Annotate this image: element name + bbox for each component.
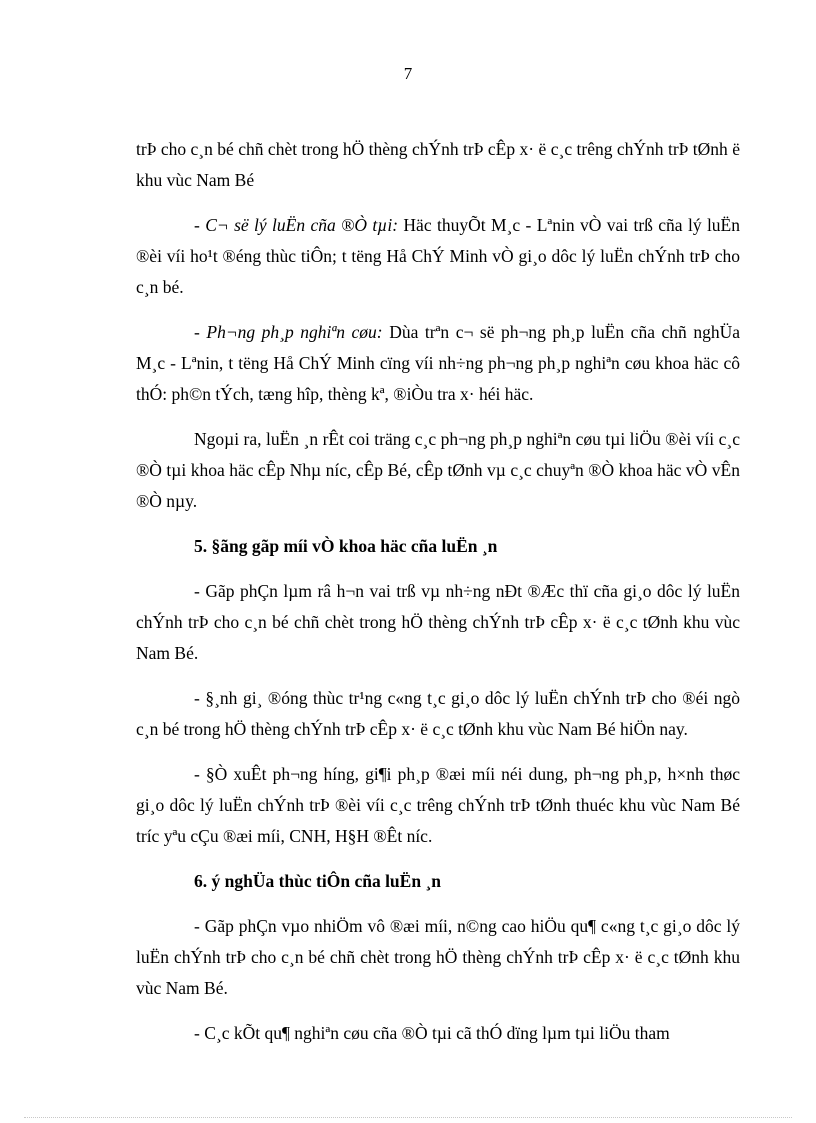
paragraph-text: trÞ cho c¸n bé chñ chèt trong hÖ thèng chÝnh trÞ cÊp x· ë c¸c trêng chÝnh trÞ tØnh ë khu vùc Nam Bé <box>136 139 740 190</box>
paragraph-lead-italic: - Ph¬ng ph¸p nghiªn cøu: <box>194 322 383 342</box>
paragraph-text: - Gãp phÇn vµo nhiÖm vô ®æi míi, n©ng cao hiÖu qu¶ c«ng t¸c gi¸o dôc lý luËn chÝnh trÞ cho c¸n bé chñ chèt trong hÖ thèng chÝnh trÞ cÊp x· ë c¸c tØnh khu vùc Nam Bé. <box>136 916 740 998</box>
paragraph-contribution-3 <box>136 759 740 852</box>
page-number: 7 <box>403 64 413 83</box>
section-heading-new-contributions: 5. §ãng gãp míi vÒ khoa häc cña luËn ¸n <box>194 536 498 556</box>
paragraph-text: Ngoµi ra, luËn ¸n rÊt coi träng c¸c ph¬ng ph¸p nghiªn cøu tµi liÖu ®èi víi c¸c ®Ò tµi khoa häc cÊp Nhµ níc, cÊp Bé, cÊp tØnh vµ c¸c chuyªn ®Ò khoa häc vÒ vÊn ®Ò nµy. <box>136 429 740 511</box>
paragraph-text: - Gãp phÇn lµm râ h¬n vai trß vµ nh÷ng nÐt ®Æc thï cña gi¸o dôc lý luËn chÝnh trÞ cho c¸n bé chñ chèt trong hÖ thèng chÝnh trÞ cÊp x· ë c¸c tØnh khu vùc Nam Bé. <box>136 581 740 663</box>
paragraph-contribution-2 <box>136 683 740 745</box>
paragraph-contribution-1 <box>136 576 740 669</box>
section-heading-practical-significance: 6. ý nghÜa thùc tiÔn cña luËn ¸n <box>194 871 442 891</box>
paragraph-continuation <box>136 134 740 196</box>
paragraph-additional-methods <box>136 424 740 517</box>
paragraph-text: - §Ò xuÊt ph¬ng híng, gi¶i ph¸p ®æi míi néi dung, ph¬ng ph¸p, h×nh thøc gi¸o dôc lý luËn chÝnh trÞ ®èi víi c¸c trêng chÝnh trÞ tØnh thuéc khu vùc Nam Bé tríc yªu cÇu ®æi míi, CNH, H§H ®Êt níc. <box>136 764 740 846</box>
paragraph-lead-italic: - C¬ së lý luËn cña ®Ò tµi: <box>194 215 399 235</box>
paragraph-text: Dùa trªn c¬ së ph¬ng ph¸p luËn cña chñ nghÜa M¸c - Lªnin, t tëng Hå ChÝ Minh cïng víi nh÷ng ph¬ng ph¸p nghiªn cøu khoa häc cô thÓ: ph©n tÝch, tæng hîp, thèng kª, ®iÒu tra x· héi häc. <box>136 322 740 404</box>
paragraph-significance-2 <box>136 1018 740 1049</box>
paragraph-theoretical-basis <box>136 210 740 303</box>
paragraph-text: - §¸nh gi¸ ®óng thùc tr¹ng c«ng t¸c gi¸o dôc lý luËn chÝnh trÞ cho ®éi ngò c¸n bé trong hÖ thèng chÝnh trÞ cÊp x· ë c¸c tØnh khu vùc Nam Bé hiÖn nay. <box>136 688 740 739</box>
paragraph-significance-1 <box>136 911 740 1004</box>
document-body <box>136 134 740 1063</box>
paragraph-text: - C¸c kÕt qu¶ nghiªn cøu cña ®Ò tµi cã thÓ dïng lµm tµi liÖu tham <box>194 1023 670 1043</box>
page-bottom-divider <box>24 1117 792 1118</box>
paragraph-text: Häc thuyÕt M¸c - Lªnin vÒ vai trß cña lý luËn ®èi víi ho¹t ®éng thùc tiÔn; t tëng Hå ChÝ Minh vÒ gi¸o dôc lý luËn chÝnh trÞ cho c¸n bé. <box>136 215 740 297</box>
paragraph-research-method <box>136 317 740 410</box>
